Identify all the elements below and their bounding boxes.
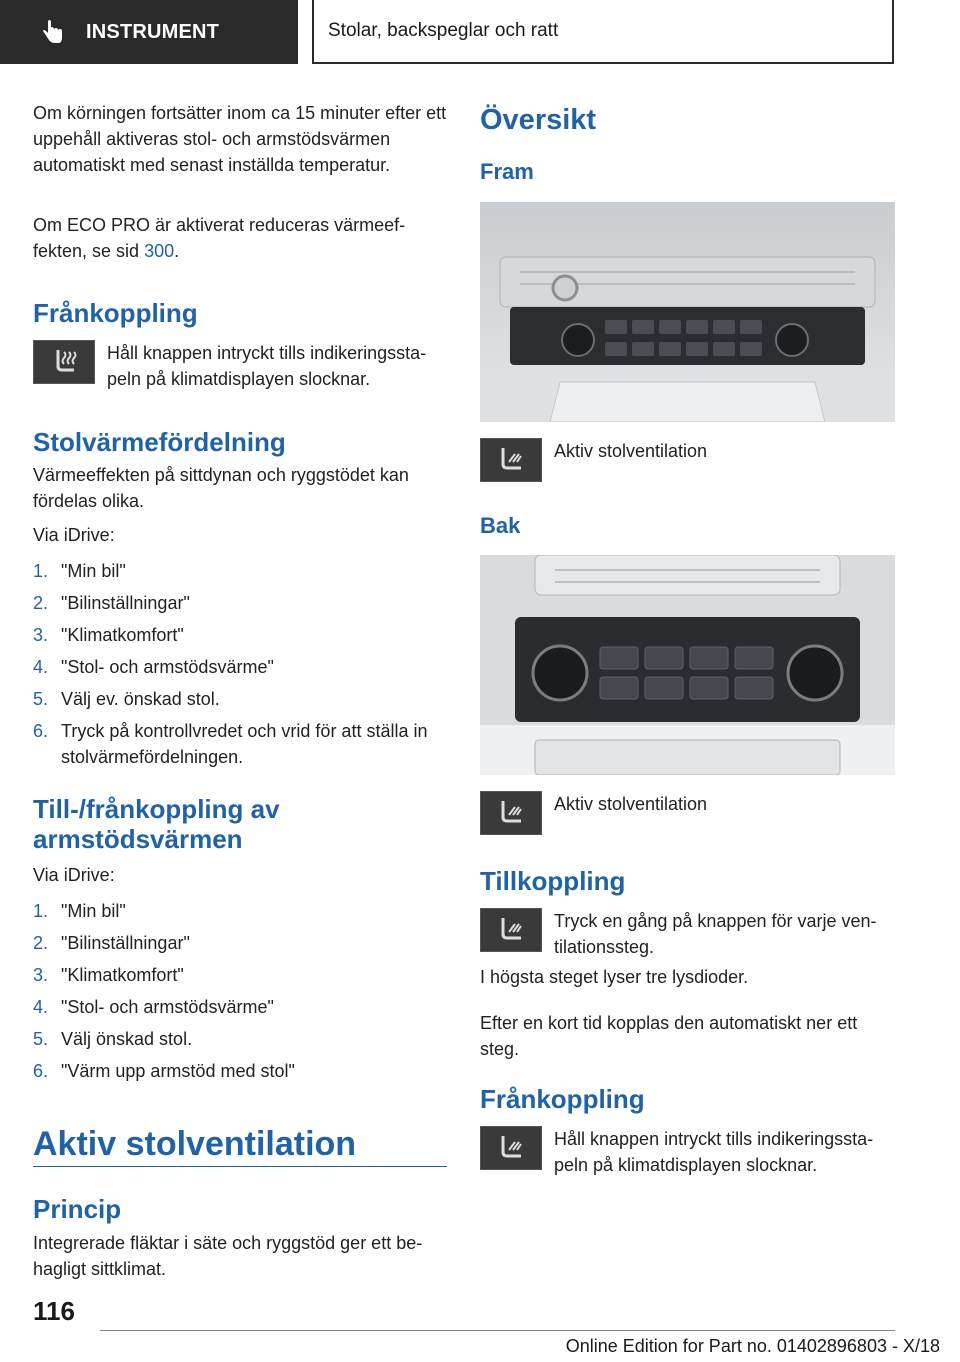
heading-frankoppling: Frånkoppling — [33, 298, 198, 328]
distribution-text: Värmeeffekten på sittdynan och ryggstödet kan fördelas olika. — [33, 465, 409, 511]
heading-bak: Bak — [480, 513, 521, 538]
on-instruction — [480, 908, 895, 960]
step-text: "Stol- och armstödsvärme" — [61, 997, 274, 1017]
step-number: 5. — [33, 1029, 49, 1049]
on-text-3: Efter en kort tid kopplas den automatiskt ner ett steg. — [480, 1013, 858, 1059]
off-instruction-2-text: Håll knappen intryckt tills indikeringsstapeln på klimatdisplayen slocknar. — [554, 1129, 874, 1175]
heading-princip: Princip — [33, 1194, 122, 1224]
heading-armstodsvarme: Till-/frånkoppling av armstödsvärmen — [33, 794, 280, 854]
step-text: "Stol- och armstödsvärme" — [61, 657, 274, 677]
seat-vent-button-image-on — [480, 908, 542, 952]
armrest-step-4 — [33, 994, 447, 1020]
step-number: 2. — [33, 933, 49, 953]
on-instruction-text: Tryck en gång på knappen för varje ventilationssteg. — [554, 911, 877, 957]
section-divider — [33, 1166, 447, 1167]
step-text: Välj önskad stol. — [61, 1029, 193, 1049]
off-instruction-text: Håll knappen intryckt tills indikeringsstapeln på klimatdisplayen slocknar. — [107, 343, 427, 389]
step-text: "Min bil" — [61, 561, 126, 581]
step-number: 6. — [33, 1061, 49, 1081]
page-number: 116 — [33, 1296, 75, 1326]
header-chapter-label: Stolar, backspeglar och ratt — [328, 20, 559, 41]
seat-ventilation-icon — [491, 1132, 531, 1164]
step-text: "Klimatkomfort" — [61, 965, 184, 985]
distribution-step-4 — [33, 654, 447, 680]
armrest-step-3 — [33, 962, 447, 988]
heading-frankoppling-2: Frånkoppling — [480, 1084, 645, 1114]
armrest-step-1 — [33, 898, 447, 924]
distribution-step-1 — [33, 558, 447, 584]
heading-aktiv-stolventilation: Aktiv stolventilation — [33, 1125, 357, 1163]
on-text-2: I högsta steget lyser tre lysdioder. — [480, 967, 749, 987]
distribution-via: Via iDrive: — [33, 525, 115, 545]
step-text: Tryck på kontrollvredet och vrid för att ställa in stolvärmefördelningen. — [61, 721, 428, 767]
intro-2-text: Om ECO PRO är aktiverat reduceras värmeeffekten, se sid — [33, 215, 406, 261]
seat-heat-button-image — [33, 340, 95, 384]
step-number: 1. — [33, 901, 49, 921]
seat-heating-icon — [44, 346, 84, 378]
front-climate-panel-photo — [480, 202, 895, 422]
armrest-step-5 — [33, 1026, 447, 1052]
step-number: 2. — [33, 593, 49, 613]
rear-caption-text: Aktiv stolventilation — [554, 794, 708, 814]
distribution-step-2 — [33, 590, 447, 616]
footer-divider — [100, 1330, 895, 1331]
heading-fram: Fram — [480, 159, 534, 184]
principle-text: Integrerade fläktar i säte och ryggstöd ger ett behagligt sittklimat. — [33, 1233, 423, 1279]
seat-ventilation-icon — [491, 444, 531, 476]
header-section-label: INSTRUMENT — [86, 20, 220, 43]
step-text: "Värm upp armstöd med stol" — [61, 1061, 295, 1081]
distribution-step-5 — [33, 686, 447, 712]
footer-edition: Online Edition for Part no. 01402896803 - X/18 — [565, 1336, 940, 1356]
front-caption-text: Aktiv stolventilation — [554, 441, 708, 461]
armrest-step-2 — [33, 930, 447, 956]
step-text: "Bilinställningar" — [61, 593, 190, 613]
seat-ventilation-icon — [491, 914, 531, 946]
seat-vent-button-image-off — [480, 1126, 542, 1170]
step-number: 1. — [33, 561, 49, 581]
step-number: 3. — [33, 965, 49, 985]
distribution-step-6 — [33, 718, 447, 770]
armrest-steps-list — [33, 898, 447, 1090]
armrest-via: Via iDrive: — [33, 865, 115, 885]
distribution-steps-list — [33, 558, 447, 776]
step-text: "Min bil" — [61, 901, 126, 921]
intro-paragraph-2 — [33, 212, 447, 264]
distribution-step-3 — [33, 622, 447, 648]
off-instruction-2 — [480, 1126, 895, 1178]
header-section-tab — [0, 0, 298, 64]
heading-stolvarmefordelning: Stolvärmefördelning — [33, 427, 286, 457]
intro-paragraph-1: Om körningen fortsätter inom ca 15 minuter efter ett uppehåll aktiveras stol- och armstödsvärmen automatiskt med senast inställda temperatur. — [33, 103, 447, 175]
heading-oversikt: Översikt — [480, 104, 597, 136]
seat-vent-button-image-front — [480, 438, 542, 482]
seat-vent-button-image-rear — [480, 791, 542, 835]
step-number: 4. — [33, 657, 49, 677]
step-number: 5. — [33, 689, 49, 709]
header-chapter — [312, 0, 894, 64]
heading-tillkoppling: Tillkoppling — [480, 866, 626, 896]
hand-pointer-icon — [38, 18, 66, 46]
step-number: 3. — [33, 625, 49, 645]
seat-ventilation-icon — [491, 797, 531, 829]
step-text: "Klimatkomfort" — [61, 625, 184, 645]
step-number: 6. — [33, 721, 49, 741]
step-text: Välj ev. önskad stol. — [61, 689, 220, 709]
off-instruction — [33, 340, 447, 392]
front-caption-row — [480, 438, 895, 482]
armrest-step-6 — [33, 1058, 447, 1084]
page-link-300[interactable]: 300 — [144, 241, 175, 261]
rear-climate-panel-photo — [480, 555, 895, 775]
rear-caption-row — [480, 791, 895, 835]
step-text: "Bilinställningar" — [61, 933, 190, 953]
intro-2-end: . — [174, 241, 180, 261]
step-number: 4. — [33, 997, 49, 1017]
